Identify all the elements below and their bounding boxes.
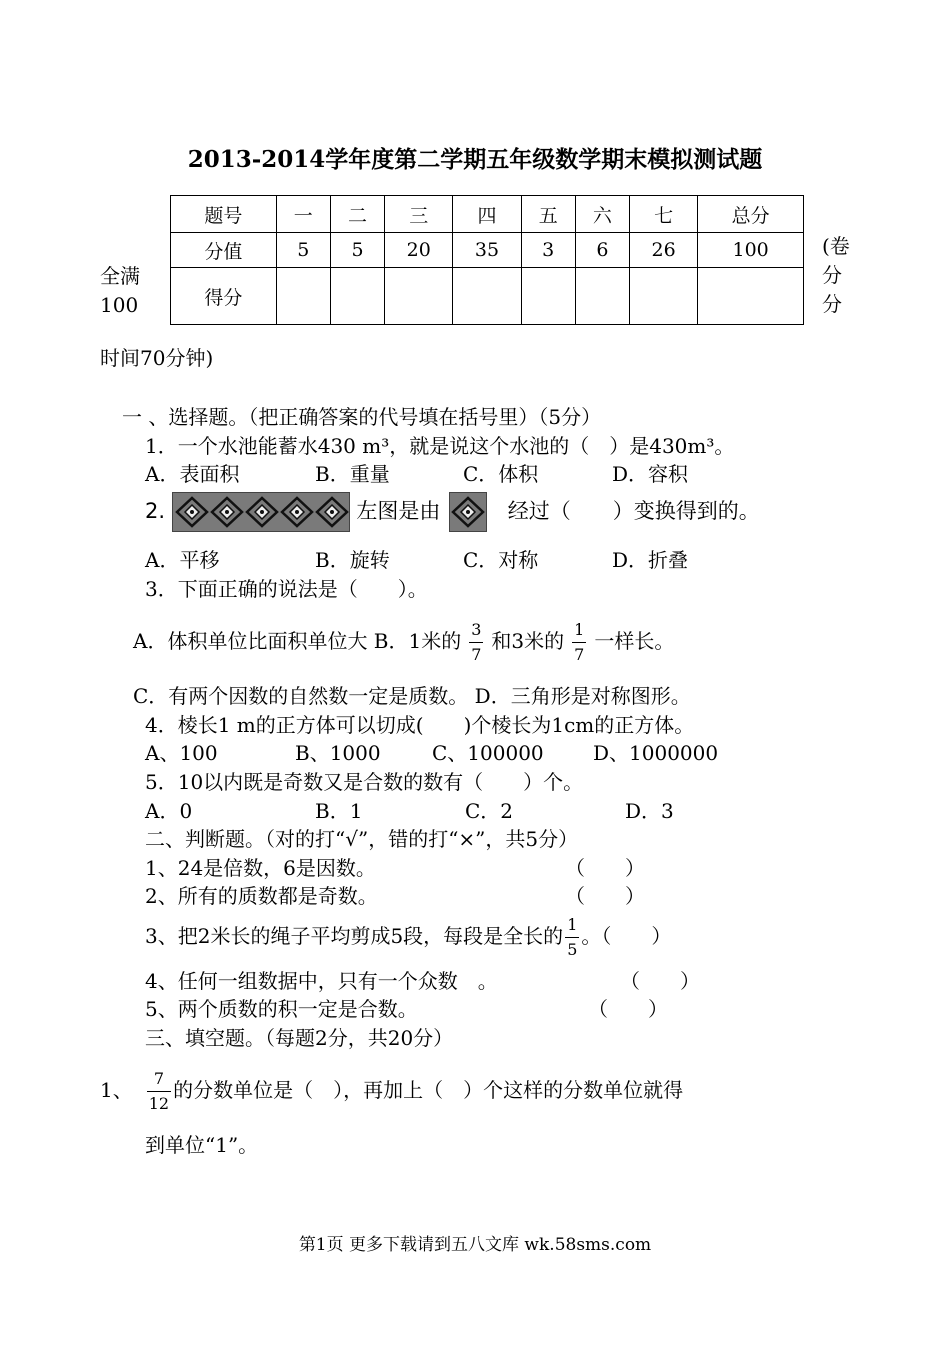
side-note-right: (卷分分 — [822, 234, 850, 316]
question-5: 5．10以内既是奇数又是合数的数有（ ）个。 — [145, 770, 584, 794]
judge-3 — [145, 911, 671, 961]
table-cell: 20 — [385, 233, 453, 268]
score-input-cell[interactable] — [575, 268, 629, 325]
table-cell: 35 — [453, 233, 521, 268]
judge-5-answer[interactable]: （ ） — [588, 997, 668, 1021]
q3-option-a-text: A．体积单位比面积单位大 B．1米的 — [133, 629, 462, 653]
q4-option-d: D、1000000 — [593, 741, 719, 765]
question-3: 3．下面正确的说法是（ ）。 — [145, 577, 428, 601]
q4-option-c: C、100000 — [432, 741, 544, 765]
table-cell: 26 — [630, 233, 698, 268]
fraction-1-7: $\frac{1}{7}$ — [574, 620, 585, 664]
question-2 — [145, 490, 760, 532]
q5-option-d: D．3 — [625, 799, 674, 823]
section1-heading: 一 、选择题。（把正确答案的代号填在括号里）（5分） — [122, 405, 602, 429]
fraction-1-5: $\frac{1}{5}$ — [567, 915, 578, 959]
table-cell: 一 — [276, 196, 330, 233]
table-cell: 100 — [698, 233, 804, 268]
score-input-cell[interactable] — [385, 268, 453, 325]
question-4: 4．棱长1 m的正方体可以切成( )个棱长为1cm的正方体。 — [145, 713, 695, 737]
table-cell: 分值 — [171, 233, 277, 268]
judge-3-answer[interactable]: 。（ ） — [581, 924, 672, 948]
fraction-7-12: $\frac{7}{12}$ — [148, 1069, 170, 1113]
judge-5: 5、两个质数的积一定是合数。 — [145, 997, 418, 1021]
q2-number: 2. — [145, 499, 166, 523]
table-cell: 三 — [385, 196, 453, 233]
score-input-cell[interactable] — [276, 268, 330, 325]
q5-option-c: C．2 — [465, 799, 514, 823]
fill-1-text: 的分数单位是（ ），再加上（ ）个这样的分数单位就得 — [173, 1078, 684, 1102]
table-cell: 七 — [630, 196, 698, 233]
question-1: 1．一个水池能蓄水430 m³，就是说这个水池的（ ）是430m³。 — [145, 434, 735, 458]
fill-1-continuation: 到单位“1”。 — [145, 1133, 259, 1157]
judge-2-answer[interactable]: （ ） — [565, 884, 645, 908]
q1-option-b: B．重量 — [315, 462, 390, 486]
section3-heading: 三、填空题。（每题2分，共20分） — [145, 1026, 454, 1050]
page-title: 2013-2014学年度第二学期五年级数学期末模拟测试题 — [187, 146, 763, 173]
q2-option-b: B．旋转 — [315, 548, 390, 572]
fraction-3-7: $\frac{3}{7}$ — [471, 620, 482, 664]
single-motif-image — [449, 492, 487, 532]
q2-end-text: 经过（ ）变换得到的。 — [507, 499, 760, 523]
side-note-left: 全满100 — [100, 264, 140, 317]
q2-option-c: C．对称 — [463, 548, 539, 572]
table-row-scores — [171, 268, 804, 325]
table-row-headers — [171, 196, 804, 233]
fill-1 — [100, 1065, 683, 1115]
table-cell: 六 — [575, 196, 629, 233]
judge-1: 1、24是倍数，6是因数。 — [145, 856, 376, 880]
judge-2: 2、所有的质数都是奇数。 — [145, 884, 378, 908]
score-input-cell[interactable] — [630, 268, 698, 325]
table-cell: 得分 — [171, 268, 277, 325]
q2-option-d: D．折叠 — [612, 548, 689, 572]
section2-heading: 二、判断题。（对的打“√”，错的打“×”，共5分） — [145, 827, 579, 851]
q3-options-ab — [133, 616, 674, 666]
frieze-pattern-image — [172, 492, 350, 532]
table-cell: 总分 — [698, 196, 804, 233]
judge-3-text: 3、把2米长的绳子平均剪成5段，每段是全长的 — [145, 924, 564, 948]
time-note: 时间70分钟) — [100, 346, 214, 370]
table-cell: 5 — [276, 233, 330, 268]
score-input-cell[interactable] — [330, 268, 384, 325]
fill-1-number: 1、 — [100, 1078, 133, 1102]
page-footer: 第1页 更多下载请到五八文库 wk.58sms.com — [298, 1235, 652, 1255]
q2-option-a: A．平移 — [145, 548, 220, 572]
q1-option-a: A．表面积 — [145, 462, 240, 486]
q1-option-c: C．体积 — [463, 462, 539, 486]
table-cell: 题号 — [171, 196, 277, 233]
judge-4: 4、任何一组数据中，只有一个众数 。 — [145, 969, 498, 993]
q5-option-a: A．0 — [145, 799, 193, 823]
judge-4-answer[interactable]: （ ） — [620, 969, 700, 993]
q4-option-b: B、1000 — [295, 741, 381, 765]
score-input-cell[interactable] — [521, 268, 575, 325]
table-cell: 四 — [453, 196, 521, 233]
judge-1-answer[interactable]: （ ） — [565, 856, 645, 880]
q3-end-text: 一样长。 — [594, 629, 675, 653]
q2-middle-text: 左图是由 — [356, 499, 441, 523]
table-row-points — [171, 233, 804, 268]
table-cell: 5 — [330, 233, 384, 268]
table-cell: 6 — [575, 233, 629, 268]
q5-option-b: B．1 — [315, 799, 363, 823]
score-input-cell[interactable] — [453, 268, 521, 325]
q4-option-a: A、100 — [145, 741, 218, 765]
q1-option-d: D．容积 — [612, 462, 689, 486]
table-cell: 五 — [521, 196, 575, 233]
score-input-cell[interactable] — [698, 268, 804, 325]
table-cell: 3 — [521, 233, 575, 268]
score-table — [170, 195, 804, 325]
q3-mid-text: 和3米的 — [491, 629, 565, 653]
table-cell: 二 — [330, 196, 384, 233]
q3-options-cd: C．有两个因数的自然数一定是质数。 D．三角形是对称图形。 — [133, 684, 691, 708]
